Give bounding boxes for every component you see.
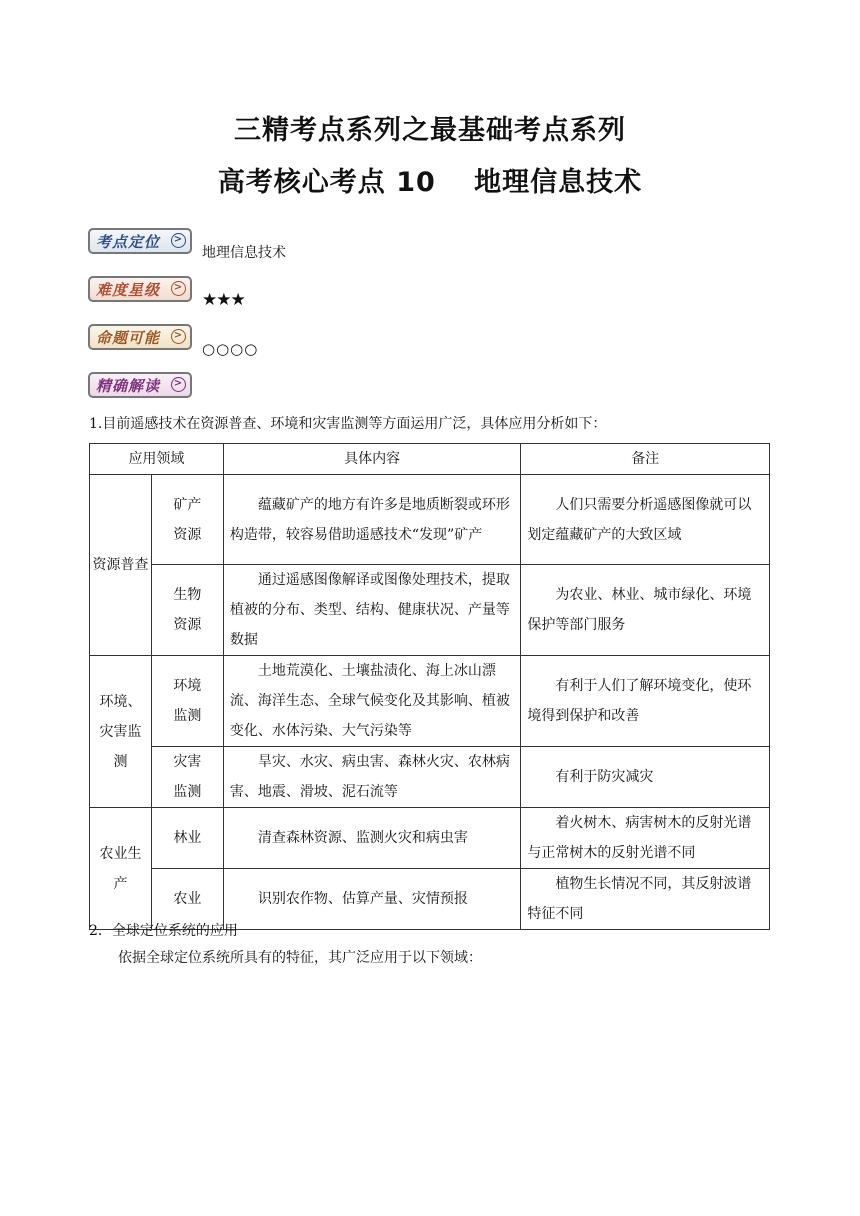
group-cell: 环境、灾害监测 <box>90 656 152 808</box>
group-cell: 农业生产 <box>90 808 152 930</box>
group-cell: 资源普查 <box>90 475 152 656</box>
badge-value-likelihood: ○○○○ <box>202 340 259 358</box>
sub-cell: 环境监测 <box>151 656 223 747</box>
sub-cell: 生物资源 <box>151 565 223 656</box>
section2-text: 依据全球定位系统所具有的特征，其广泛应用于以下领域： <box>118 950 482 966</box>
badge-nandu-xingji <box>88 276 192 302</box>
rs-application-table <box>89 443 770 930</box>
content-cell: 清查森林资源、监测火灾和病虫害 <box>223 808 521 869</box>
note-cell: 有利于人们了解环境变化，使环境得到保护和改善 <box>521 656 770 747</box>
section2-heading: 2．全球定位系统的应用 <box>89 923 238 939</box>
badge-kaodian-dingwei <box>88 228 192 254</box>
header-cell: 具体内容 <box>223 444 521 475</box>
chevron-right-icon: > <box>171 281 186 296</box>
badge-value-topic: 地理信息技术 <box>202 245 286 261</box>
table-row <box>90 808 770 869</box>
badge-label: 精确解读 <box>96 376 161 395</box>
table-row <box>90 475 770 565</box>
table-header-row <box>90 444 770 475</box>
chevron-right-icon: > <box>171 233 186 248</box>
sub-cell: 农业 <box>151 869 223 930</box>
note-cell: 人们只需要分析遥感图像就可以划定蕴藏矿产的大致区域 <box>521 475 770 565</box>
table-row <box>90 565 770 656</box>
badge-jingque-jiedu <box>88 372 192 398</box>
table-row <box>90 656 770 747</box>
header-cell: 备注 <box>521 444 770 475</box>
chevron-right-icon: > <box>171 377 186 392</box>
note-cell: 为农业、林业、城市绿化、环境保护等部门服务 <box>521 565 770 656</box>
note-cell: 着火树木、病害树木的反射光谱与正常树木的反射光谱不同 <box>521 808 770 869</box>
badge-label: 难度星级 <box>96 280 161 299</box>
content-cell: 土地荒漠化、土壤盐渍化、海上冰山漂流、海洋生态、全球气候变化及其影响、植被变化、水体污染、大气污染等 <box>223 656 521 747</box>
sub-cell: 灾害监测 <box>151 747 223 808</box>
sub-cell: 林业 <box>151 808 223 869</box>
page-subtitle: 高考核心考点 10 地理信息技术 <box>217 167 643 198</box>
note-cell: 植物生长情况不同，其反射波谱特征不同 <box>521 869 770 930</box>
content-cell: 旱灾、水灾、病虫害、森林火灾、农林病害、地震、滑坡、泥石流等 <box>223 747 521 808</box>
chevron-right-icon: > <box>171 329 186 344</box>
badge-label: 命题可能 <box>96 328 161 347</box>
page-title: 三精考点系列之最基础考点系列 <box>234 115 626 146</box>
content-cell: 通过遥感图像解译或图像处理技术，提取植被的分布、类型、结构、健康状况、产量等数据 <box>223 565 521 656</box>
header-cell: 应用领域 <box>90 444 224 475</box>
sub-cell: 矿产资源 <box>151 475 223 565</box>
badge-value-difficulty: ★★★ <box>202 290 245 310</box>
note-cell: 有利于防灾减灾 <box>521 747 770 808</box>
table-row <box>90 747 770 808</box>
content-cell: 蕴藏矿产的地方有许多是地质断裂或环形构造带，较容易借助遥感技术“发现”矿产 <box>223 475 521 565</box>
content-cell: 识别农作物、估算产量、灾情预报 <box>223 869 521 930</box>
badge-label: 考点定位 <box>96 232 161 251</box>
section1-intro: 1.目前遥感技术在资源普查、环境和灾害监测等方面运用广泛，具体应用分析如下： <box>89 416 607 432</box>
badge-mingti-keneng <box>88 324 192 350</box>
